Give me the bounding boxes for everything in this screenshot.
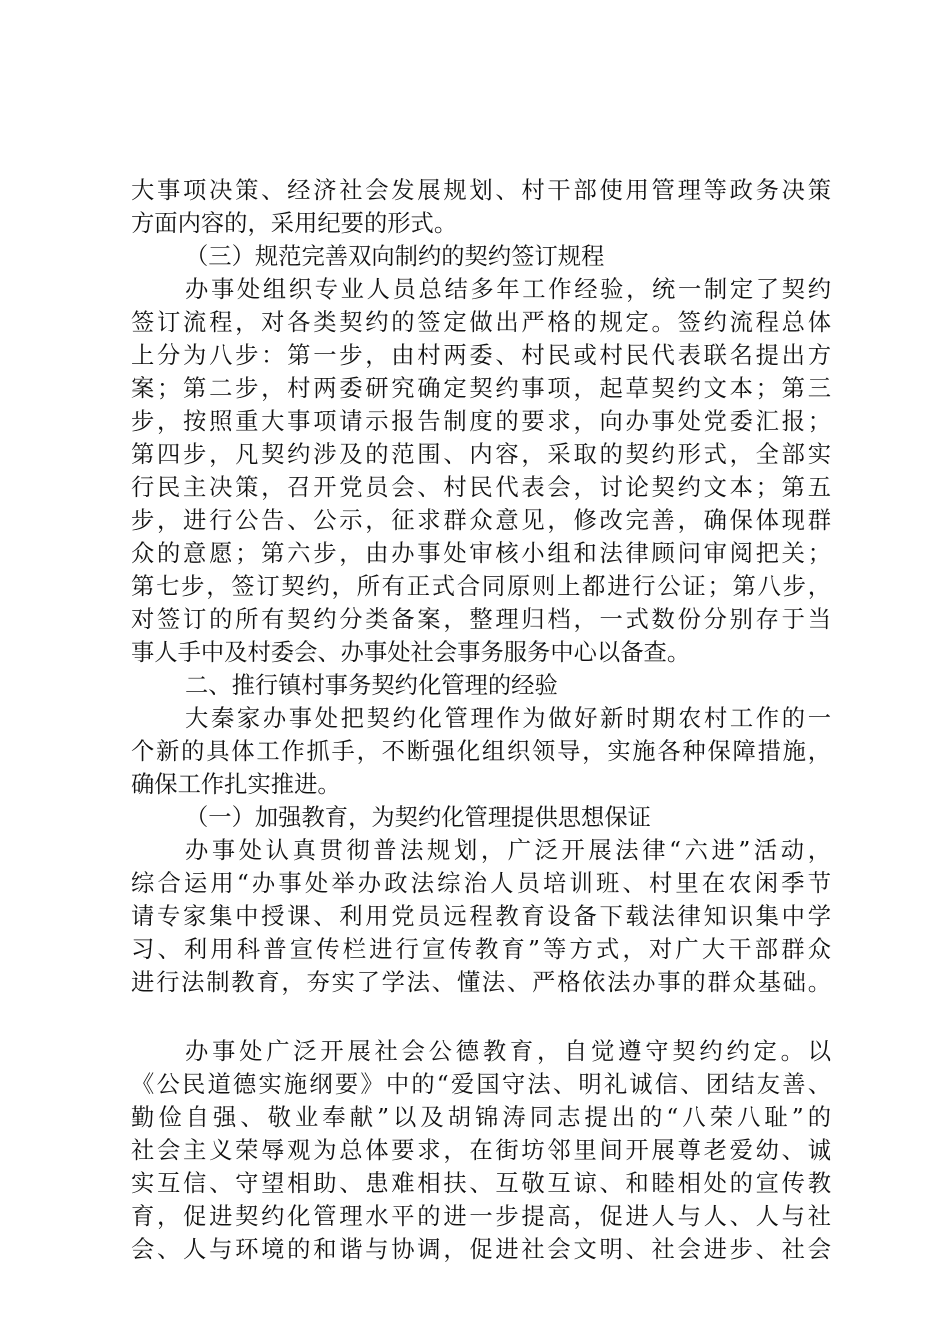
- body-text-line: 案；第二步，村两委研究确定契约事项，起草契约文本；第三: [131, 375, 831, 402]
- body-text-line: 个新的具体工作抓手，不断强化组织领导，实施各种保障措施，: [131, 738, 831, 765]
- body-text-line: 签订流程，对各类契约的签定做出严格的规定。签约流程总体: [131, 309, 831, 336]
- body-text-line: 习、利用科普宣传栏进行宣传教育”等方式，对广大干部群众: [131, 936, 831, 963]
- body-text-line: 第七步，签订契约，所有正式合同原则上都进行公证；第八步，: [131, 573, 831, 600]
- body-text-line: 综合运用“办事处举办政法综治人员培训班、村里在农闲季节: [131, 870, 831, 897]
- body-text-line: 《公民道德实施纲要》中的“爱国守法、明礼诚信、团结友善、: [131, 1071, 831, 1098]
- body-text-line: 确保工作扎实推进。: [131, 771, 341, 798]
- body-text-line: 事人手中及村委会、办事处社会事务服务中心以备查。: [131, 639, 691, 666]
- body-text-line: 行民主决策，召开党员会、村民代表会，讨论契约文本；第五: [131, 474, 831, 501]
- section-heading-3: （三）规范完善双向制约的契约签订规程: [185, 243, 605, 270]
- section-heading-1: （一）加强教育，为契约化管理提供思想保证: [185, 804, 651, 831]
- body-text-line: 对签订的所有契约分类备案，整理归档，一式数份分别存于当: [131, 606, 831, 633]
- body-text-line: 大事项决策、经济社会发展规划、村干部使用管理等政务决策: [131, 177, 831, 204]
- body-text-line: 第四步，凡契约涉及的范围、内容，采取的契约形式，全部实: [131, 441, 831, 468]
- section-heading-2: 二、推行镇村事务契约化管理的经验: [185, 672, 558, 699]
- paragraph-first-line: 办事处广泛开展社会公德教育，自觉遵守契约约定。以: [185, 1038, 831, 1065]
- paragraph-first-line: 办事处认真贯彻普法规划，广泛开展法律“六进”活动，: [185, 837, 831, 864]
- body-text-line: 步，按照重大事项请示报告制度的要求，向办事处党委汇报；: [131, 408, 831, 435]
- body-text-line: 步，进行公告、公示，征求群众意见，修改完善，确保体现群: [131, 507, 831, 534]
- paragraph-first-line: 办事处组织专业人员总结多年工作经验，统一制定了契约: [185, 276, 831, 303]
- body-text-line: 勤俭自强、敬业奉献”以及胡锦涛同志提出的“八荣八耻”的: [131, 1104, 831, 1131]
- body-text-line: 进行法制教育，夯实了学法、懂法、严格依法办事的群众基础。: [131, 969, 831, 996]
- body-text-line: 会、人与环境的和谐与协调，促进社会文明、社会进步、社会: [131, 1236, 831, 1263]
- body-text-line: 众的意愿；第六步，由办事处审核小组和法律顾问审阅把关；: [131, 540, 831, 567]
- body-text-line: 育，促进契约化管理水平的进一步提高，促进人与人、人与社: [131, 1203, 831, 1230]
- body-text-line: 请专家集中授课、利用党员远程教育设备下载法律知识集中学: [131, 903, 831, 930]
- body-text-line: 实互信、守望相助、患难相扶、互敬互谅、和睦相处的宣传教: [131, 1170, 831, 1197]
- paragraph-first-line: 大秦家办事处把契约化管理作为做好新时期农村工作的一: [185, 705, 831, 732]
- body-text-line: 上分为八步：第一步，由村两委、村民或村民代表联名提出方: [131, 342, 831, 369]
- body-text-line: 社会主义荣辱观为总体要求，在街坊邻里间开展尊老爱幼、诚: [131, 1137, 831, 1164]
- body-text-line: 方面内容的，采用纪要的形式。: [131, 210, 458, 237]
